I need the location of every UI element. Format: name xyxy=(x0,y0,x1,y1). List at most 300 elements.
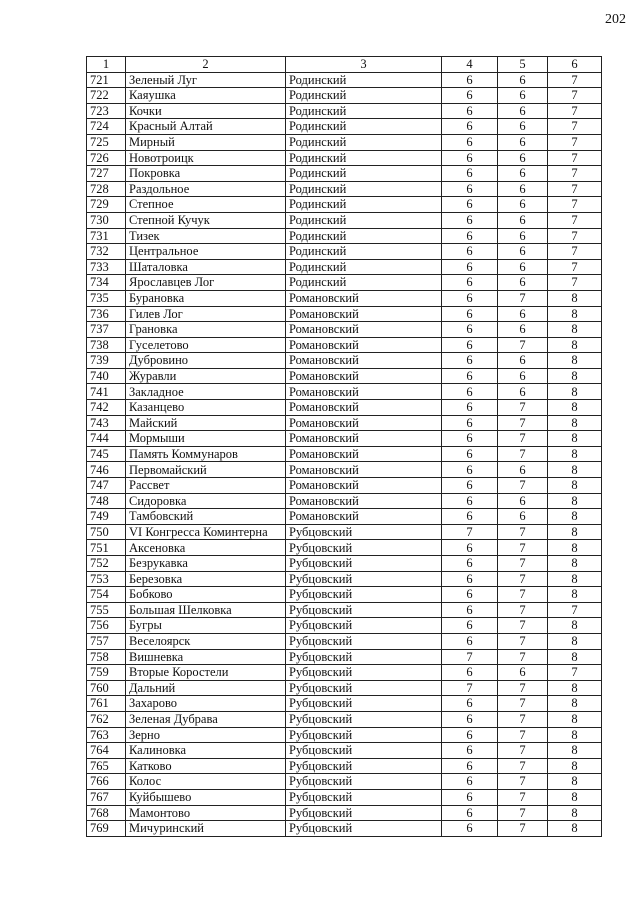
value-cell-4: 6 xyxy=(442,103,498,119)
district-cell: Рубцовский xyxy=(286,587,442,603)
settlement-name-cell: Зеленый Луг xyxy=(126,72,286,88)
value-cell-4: 6 xyxy=(442,618,498,634)
column-header-6: 6 xyxy=(548,57,602,73)
value-cell-6: 8 xyxy=(548,306,602,322)
row-number-cell: 729 xyxy=(87,197,126,213)
value-cell-5: 6 xyxy=(498,166,548,182)
value-cell-4: 6 xyxy=(442,727,498,743)
value-cell-5: 7 xyxy=(498,774,548,790)
value-cell-5: 7 xyxy=(498,478,548,494)
district-cell: Романовский xyxy=(286,306,442,322)
row-number-cell: 724 xyxy=(87,119,126,135)
settlements-table xyxy=(86,56,602,837)
district-cell: Родинский xyxy=(286,134,442,150)
value-cell-6: 8 xyxy=(548,633,602,649)
value-cell-6: 8 xyxy=(548,524,602,540)
table-row xyxy=(87,821,602,837)
column-header-1: 1 xyxy=(87,57,126,73)
value-cell-4: 6 xyxy=(442,696,498,712)
settlement-name-cell: Каяушка xyxy=(126,88,286,104)
value-cell-4: 6 xyxy=(442,789,498,805)
table-row xyxy=(87,431,602,447)
value-cell-5: 7 xyxy=(498,337,548,353)
row-number-cell: 725 xyxy=(87,134,126,150)
table-row xyxy=(87,805,602,821)
value-cell-6: 7 xyxy=(548,119,602,135)
district-cell: Романовский xyxy=(286,478,442,494)
row-number-cell: 758 xyxy=(87,649,126,665)
row-number-cell: 743 xyxy=(87,415,126,431)
table-row xyxy=(87,119,602,135)
row-number-cell: 740 xyxy=(87,368,126,384)
value-cell-4: 7 xyxy=(442,524,498,540)
value-cell-5: 7 xyxy=(498,571,548,587)
district-cell: Романовский xyxy=(286,337,442,353)
district-cell: Рубцовский xyxy=(286,680,442,696)
settlement-name-cell: Березовка xyxy=(126,571,286,587)
value-cell-6: 7 xyxy=(548,150,602,166)
table-row xyxy=(87,680,602,696)
value-cell-5: 7 xyxy=(498,743,548,759)
value-cell-4: 6 xyxy=(442,384,498,400)
value-cell-6: 7 xyxy=(548,665,602,681)
value-cell-6: 8 xyxy=(548,556,602,572)
value-cell-6: 8 xyxy=(548,774,602,790)
table-row xyxy=(87,290,602,306)
value-cell-5: 7 xyxy=(498,680,548,696)
table-row xyxy=(87,602,602,618)
row-number-cell: 751 xyxy=(87,540,126,556)
value-cell-5: 7 xyxy=(498,587,548,603)
district-cell: Рубцовский xyxy=(286,602,442,618)
row-number-cell: 754 xyxy=(87,587,126,603)
value-cell-5: 6 xyxy=(498,88,548,104)
table-row xyxy=(87,400,602,416)
value-cell-6: 7 xyxy=(548,197,602,213)
row-number-cell: 738 xyxy=(87,337,126,353)
value-cell-4: 6 xyxy=(442,322,498,338)
value-cell-6: 8 xyxy=(548,368,602,384)
settlement-name-cell: Казанцево xyxy=(126,400,286,416)
row-number-cell: 769 xyxy=(87,821,126,837)
value-cell-4: 6 xyxy=(442,72,498,88)
table-row xyxy=(87,524,602,540)
table-row xyxy=(87,696,602,712)
row-number-cell: 733 xyxy=(87,259,126,275)
value-cell-5: 7 xyxy=(498,758,548,774)
row-number-cell: 766 xyxy=(87,774,126,790)
settlement-name-cell: Веселоярск xyxy=(126,633,286,649)
value-cell-4: 6 xyxy=(442,244,498,260)
value-cell-5: 6 xyxy=(498,103,548,119)
row-number-cell: 755 xyxy=(87,602,126,618)
value-cell-5: 7 xyxy=(498,602,548,618)
value-cell-6: 8 xyxy=(548,727,602,743)
value-cell-5: 7 xyxy=(498,415,548,431)
value-cell-5: 6 xyxy=(498,228,548,244)
district-cell: Родинский xyxy=(286,150,442,166)
district-cell: Рубцовский xyxy=(286,774,442,790)
value-cell-4: 6 xyxy=(442,587,498,603)
value-cell-6: 8 xyxy=(548,789,602,805)
value-cell-6: 7 xyxy=(548,259,602,275)
district-cell: Рубцовский xyxy=(286,618,442,634)
settlement-name-cell: Тизек xyxy=(126,228,286,244)
value-cell-5: 7 xyxy=(498,446,548,462)
table-row xyxy=(87,711,602,727)
district-cell: Рубцовский xyxy=(286,571,442,587)
row-number-cell: 753 xyxy=(87,571,126,587)
row-number-cell: 747 xyxy=(87,478,126,494)
value-cell-4: 6 xyxy=(442,805,498,821)
value-cell-4: 6 xyxy=(442,821,498,837)
settlement-name-cell: Бугры xyxy=(126,618,286,634)
row-number-cell: 750 xyxy=(87,524,126,540)
value-cell-5: 6 xyxy=(498,665,548,681)
row-number-cell: 741 xyxy=(87,384,126,400)
value-cell-4: 6 xyxy=(442,353,498,369)
value-cell-5: 7 xyxy=(498,540,548,556)
row-number-cell: 757 xyxy=(87,633,126,649)
value-cell-5: 6 xyxy=(498,384,548,400)
value-cell-5: 6 xyxy=(498,306,548,322)
settlement-name-cell: Большая Шелковка xyxy=(126,602,286,618)
value-cell-4: 6 xyxy=(442,415,498,431)
table-row xyxy=(87,228,602,244)
settlement-name-cell: Красный Алтай xyxy=(126,119,286,135)
value-cell-5: 7 xyxy=(498,633,548,649)
district-cell: Романовский xyxy=(286,384,442,400)
district-cell: Рубцовский xyxy=(286,711,442,727)
row-number-cell: 734 xyxy=(87,275,126,291)
settlement-name-cell: Зерно xyxy=(126,727,286,743)
row-number-cell: 735 xyxy=(87,290,126,306)
district-cell: Рубцовский xyxy=(286,556,442,572)
value-cell-6: 8 xyxy=(548,462,602,478)
table-row xyxy=(87,649,602,665)
value-cell-5: 6 xyxy=(498,368,548,384)
district-cell: Романовский xyxy=(286,322,442,338)
value-cell-4: 6 xyxy=(442,275,498,291)
value-cell-6: 7 xyxy=(548,166,602,182)
district-cell: Романовский xyxy=(286,353,442,369)
table-row xyxy=(87,571,602,587)
value-cell-6: 7 xyxy=(548,181,602,197)
value-cell-4: 6 xyxy=(442,368,498,384)
value-cell-5: 6 xyxy=(498,493,548,509)
column-header-5: 5 xyxy=(498,57,548,73)
table-row xyxy=(87,587,602,603)
table-row xyxy=(87,275,602,291)
settlement-name-cell: Журавли xyxy=(126,368,286,384)
value-cell-5: 6 xyxy=(498,244,548,260)
settlement-name-cell: Вторые Коростели xyxy=(126,665,286,681)
row-number-cell: 744 xyxy=(87,431,126,447)
value-cell-4: 6 xyxy=(442,337,498,353)
row-number-cell: 732 xyxy=(87,244,126,260)
table-row xyxy=(87,415,602,431)
value-cell-6: 8 xyxy=(548,540,602,556)
value-cell-6: 7 xyxy=(548,88,602,104)
value-cell-5: 7 xyxy=(498,727,548,743)
settlement-name-cell: Мамонтово xyxy=(126,805,286,821)
settlement-name-cell: Мормыши xyxy=(126,431,286,447)
value-cell-6: 8 xyxy=(548,400,602,416)
table-row xyxy=(87,368,602,384)
value-cell-4: 6 xyxy=(442,571,498,587)
row-number-cell: 742 xyxy=(87,400,126,416)
row-number-cell: 745 xyxy=(87,446,126,462)
value-cell-4: 6 xyxy=(442,758,498,774)
district-cell: Родинский xyxy=(286,259,442,275)
value-cell-4: 6 xyxy=(442,633,498,649)
value-cell-6: 8 xyxy=(548,618,602,634)
row-number-cell: 739 xyxy=(87,353,126,369)
value-cell-4: 6 xyxy=(442,774,498,790)
row-number-cell: 762 xyxy=(87,711,126,727)
value-cell-6: 8 xyxy=(548,758,602,774)
row-number-cell: 727 xyxy=(87,166,126,182)
settlement-name-cell: Раздольное xyxy=(126,181,286,197)
table-row xyxy=(87,134,602,150)
row-number-cell: 765 xyxy=(87,758,126,774)
value-cell-4: 6 xyxy=(442,446,498,462)
district-cell: Рубцовский xyxy=(286,696,442,712)
settlement-name-cell: Сидоровка xyxy=(126,493,286,509)
district-cell: Романовский xyxy=(286,431,442,447)
table-row xyxy=(87,774,602,790)
district-cell: Романовский xyxy=(286,290,442,306)
value-cell-5: 6 xyxy=(498,259,548,275)
settlement-name-cell: Закладное xyxy=(126,384,286,400)
district-cell: Рубцовский xyxy=(286,821,442,837)
value-cell-5: 7 xyxy=(498,821,548,837)
table-row xyxy=(87,103,602,119)
settlement-name-cell: Грановка xyxy=(126,322,286,338)
table-row xyxy=(87,727,602,743)
settlement-name-cell: Дальний xyxy=(126,680,286,696)
district-cell: Родинский xyxy=(286,228,442,244)
settlement-name-cell: Гилев Лог xyxy=(126,306,286,322)
value-cell-5: 7 xyxy=(498,789,548,805)
table-row xyxy=(87,197,602,213)
row-number-cell: 737 xyxy=(87,322,126,338)
value-cell-6: 7 xyxy=(548,228,602,244)
row-number-cell: 752 xyxy=(87,556,126,572)
row-number-cell: 731 xyxy=(87,228,126,244)
settlement-name-cell: Дубровино xyxy=(126,353,286,369)
table-row xyxy=(87,493,602,509)
table-header-row xyxy=(87,57,602,73)
value-cell-5: 7 xyxy=(498,618,548,634)
district-cell: Романовский xyxy=(286,493,442,509)
value-cell-5: 7 xyxy=(498,696,548,712)
settlement-name-cell: Безрукавка xyxy=(126,556,286,572)
value-cell-6: 7 xyxy=(548,275,602,291)
row-number-cell: 767 xyxy=(87,789,126,805)
district-cell: Рубцовский xyxy=(286,727,442,743)
value-cell-5: 7 xyxy=(498,711,548,727)
value-cell-5: 6 xyxy=(498,462,548,478)
table-row xyxy=(87,259,602,275)
value-cell-4: 6 xyxy=(442,400,498,416)
settlement-name-cell: Куйбышево xyxy=(126,789,286,805)
value-cell-6: 8 xyxy=(548,337,602,353)
page-number: 202 xyxy=(605,12,626,27)
value-cell-6: 8 xyxy=(548,649,602,665)
settlement-name-cell: Калиновка xyxy=(126,743,286,759)
settlement-name-cell: Ярославцев Лог xyxy=(126,275,286,291)
district-cell: Родинский xyxy=(286,166,442,182)
value-cell-4: 6 xyxy=(442,181,498,197)
row-number-cell: 760 xyxy=(87,680,126,696)
value-cell-6: 7 xyxy=(548,244,602,260)
table-row xyxy=(87,212,602,228)
settlement-name-cell: Степное xyxy=(126,197,286,213)
settlement-name-cell: Бобково xyxy=(126,587,286,603)
settlement-name-cell: Мичуринский xyxy=(126,821,286,837)
value-cell-5: 6 xyxy=(498,275,548,291)
value-cell-5: 7 xyxy=(498,431,548,447)
value-cell-4: 6 xyxy=(442,290,498,306)
value-cell-4: 6 xyxy=(442,88,498,104)
value-cell-4: 6 xyxy=(442,509,498,525)
table-row xyxy=(87,244,602,260)
settlement-name-cell: Катково xyxy=(126,758,286,774)
value-cell-5: 6 xyxy=(498,134,548,150)
value-cell-6: 8 xyxy=(548,509,602,525)
value-cell-6: 8 xyxy=(548,493,602,509)
district-cell: Родинский xyxy=(286,244,442,260)
settlement-name-cell: Гуселетово xyxy=(126,337,286,353)
value-cell-5: 7 xyxy=(498,556,548,572)
value-cell-4: 6 xyxy=(442,134,498,150)
settlement-name-cell: Память Коммунаров xyxy=(126,446,286,462)
table-row xyxy=(87,540,602,556)
settlement-name-cell: Майский xyxy=(126,415,286,431)
table-row xyxy=(87,166,602,182)
value-cell-5: 6 xyxy=(498,119,548,135)
settlement-name-cell: Покровка xyxy=(126,166,286,182)
settlement-name-cell: Центральное xyxy=(126,244,286,260)
table-row xyxy=(87,633,602,649)
value-cell-4: 6 xyxy=(442,228,498,244)
row-number-cell: 768 xyxy=(87,805,126,821)
district-cell: Рубцовский xyxy=(286,805,442,821)
table-row xyxy=(87,478,602,494)
value-cell-5: 7 xyxy=(498,400,548,416)
row-number-cell: 761 xyxy=(87,696,126,712)
value-cell-6: 8 xyxy=(548,431,602,447)
value-cell-5: 7 xyxy=(498,805,548,821)
value-cell-6: 8 xyxy=(548,571,602,587)
value-cell-5: 7 xyxy=(498,290,548,306)
row-number-cell: 736 xyxy=(87,306,126,322)
table-row xyxy=(87,789,602,805)
value-cell-6: 8 xyxy=(548,821,602,837)
settlement-name-cell: VI Конгресса Коминтерна xyxy=(126,524,286,540)
table-row xyxy=(87,72,602,88)
value-cell-5: 7 xyxy=(498,524,548,540)
row-number-cell: 746 xyxy=(87,462,126,478)
district-cell: Рубцовский xyxy=(286,789,442,805)
value-cell-4: 6 xyxy=(442,259,498,275)
value-cell-5: 6 xyxy=(498,181,548,197)
value-cell-4: 7 xyxy=(442,680,498,696)
column-header-3: 3 xyxy=(286,57,442,73)
district-cell: Романовский xyxy=(286,509,442,525)
district-cell: Романовский xyxy=(286,400,442,416)
value-cell-4: 6 xyxy=(442,212,498,228)
table-row xyxy=(87,88,602,104)
settlement-name-cell: Тамбовский xyxy=(126,509,286,525)
row-number-cell: 726 xyxy=(87,150,126,166)
table-row xyxy=(87,337,602,353)
value-cell-5: 6 xyxy=(498,150,548,166)
row-number-cell: 728 xyxy=(87,181,126,197)
value-cell-4: 6 xyxy=(442,166,498,182)
value-cell-4: 6 xyxy=(442,462,498,478)
district-cell: Родинский xyxy=(286,212,442,228)
district-cell: Рубцовский xyxy=(286,758,442,774)
district-cell: Родинский xyxy=(286,103,442,119)
value-cell-4: 6 xyxy=(442,665,498,681)
district-cell: Романовский xyxy=(286,368,442,384)
value-cell-6: 8 xyxy=(548,353,602,369)
table-row xyxy=(87,758,602,774)
table-row xyxy=(87,384,602,400)
settlement-name-cell: Шаталовка xyxy=(126,259,286,275)
value-cell-6: 7 xyxy=(548,212,602,228)
value-cell-4: 6 xyxy=(442,431,498,447)
value-cell-6: 8 xyxy=(548,446,602,462)
district-cell: Рубцовский xyxy=(286,524,442,540)
table-row xyxy=(87,618,602,634)
settlement-name-cell: Колос xyxy=(126,774,286,790)
value-cell-6: 8 xyxy=(548,680,602,696)
column-header-2: 2 xyxy=(126,57,286,73)
district-cell: Родинский xyxy=(286,275,442,291)
table-row xyxy=(87,322,602,338)
row-number-cell: 763 xyxy=(87,727,126,743)
row-number-cell: 721 xyxy=(87,72,126,88)
row-number-cell: 722 xyxy=(87,88,126,104)
table-row xyxy=(87,306,602,322)
district-cell: Рубцовский xyxy=(286,633,442,649)
value-cell-6: 7 xyxy=(548,602,602,618)
settlement-name-cell: Степной Кучук xyxy=(126,212,286,228)
value-cell-6: 8 xyxy=(548,290,602,306)
district-cell: Романовский xyxy=(286,462,442,478)
table-row xyxy=(87,556,602,572)
table-row xyxy=(87,150,602,166)
value-cell-5: 6 xyxy=(498,322,548,338)
value-cell-4: 6 xyxy=(442,478,498,494)
value-cell-5: 6 xyxy=(498,72,548,88)
value-cell-4: 6 xyxy=(442,540,498,556)
district-cell: Романовский xyxy=(286,446,442,462)
settlement-name-cell: Мирный xyxy=(126,134,286,150)
district-cell: Рубцовский xyxy=(286,665,442,681)
value-cell-6: 8 xyxy=(548,587,602,603)
district-cell: Родинский xyxy=(286,197,442,213)
district-cell: Рубцовский xyxy=(286,649,442,665)
value-cell-6: 7 xyxy=(548,134,602,150)
table-row xyxy=(87,509,602,525)
value-cell-6: 8 xyxy=(548,805,602,821)
settlement-name-cell: Захарово xyxy=(126,696,286,712)
row-number-cell: 759 xyxy=(87,665,126,681)
